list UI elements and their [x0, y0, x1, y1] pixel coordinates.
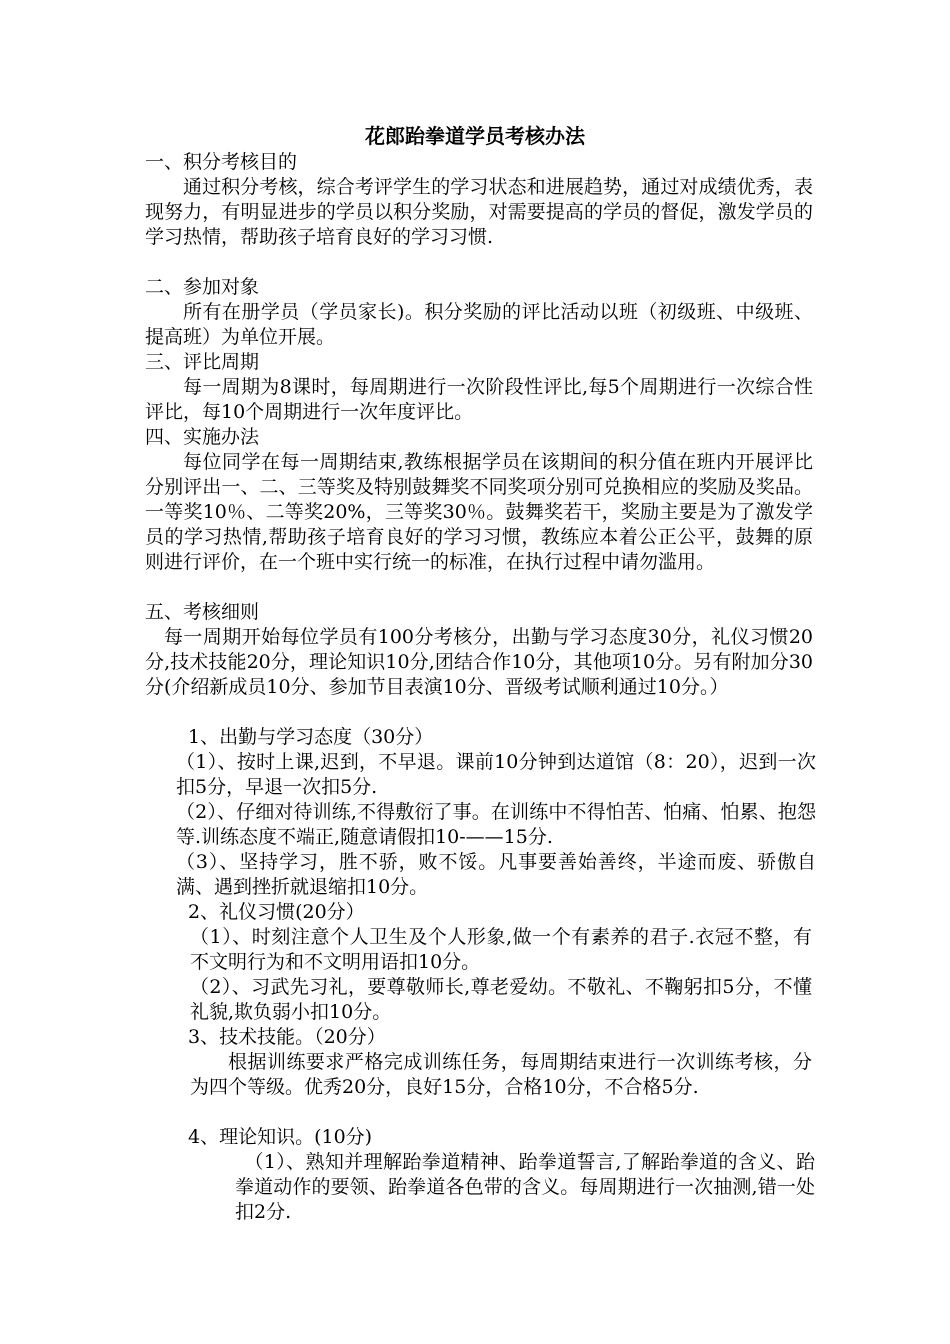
detail-item: （3）、坚持学习，胜不骄，败不馁。凡事要善始善终，半途而废、骄傲自满、遇到挫折就退缩扣10分。	[176, 851, 816, 898]
section-body-rules: 每一周期开始每位学员有100分考核分，出勤与学习态度30分，礼仪习惯20分,技术技能20分，理论知识10分,团结合作10分，其他项10分。另有附加分30分(介绍新成员10分、参加节目表演10分、晋级考试顺利通过10分。）	[145, 626, 813, 698]
section-body-period: 每一周期为8课时，每周期进行一次阶段性评比,每5个周期进行一次综合性评比，每10个周期进行一次年度评比。	[145, 376, 813, 423]
detail-heading-theory: 4、理论知识。(10分)	[188, 1126, 373, 1148]
document-title: 花郎跆拳道学员考核办法	[365, 124, 585, 148]
section-heading-rules: 五、考核细则	[145, 601, 260, 623]
detail-item: （1）、熟知并理解跆拳道精神、跆拳道誓言,了解跆拳道的含义、跆拳道动作的要领、跆拳道各色带的含义。每周期进行一次抽测,错一处扣2分.	[235, 1151, 815, 1223]
section-heading-participants: 二、参加对象	[145, 276, 260, 298]
section-body-purpose: 通过积分考核，综合考评学生的学习状态和进展趋势，通过对成绩优秀，表现努力，有明显进步的学员以积分奖励，对需要提高的学员的督促，激发学员的学习热情，帮助孩子培育良好的学习习惯.	[145, 176, 813, 248]
detail-heading-attendance: 1、出勤与学习态度（30分）	[188, 726, 434, 748]
section-body-participants: 所有在册学员（学员家长)。积分奖励的评比活动以班（初级班、中级班、提高班）为单位开展。	[145, 301, 813, 348]
detail-item: （1）、按时上课,迟到，不早退。课前10分钟到达道馆（8：20），迟到一次扣5分，早退一次扣5分.	[176, 751, 816, 798]
section-heading-purpose: 一、积分考核目的	[145, 151, 298, 173]
section-heading-period: 三、评比周期	[145, 351, 260, 373]
section-heading-method: 四、实施办法	[145, 426, 260, 448]
detail-heading-etiquette: 2、礼仪习惯(20分）	[188, 901, 365, 923]
detail-item: （2）、仔细对待训练,不得敷衍了事。在训练中不得怕苦、怕痛、怕累、抱怨等.训练态度不端正,随意请假扣10-——15分.	[176, 801, 816, 848]
section-body-method: 每位同学在每一周期结束,教练根据学员在该期间的积分值在班内开展评比分别评出一、二、三等奖及特别鼓舞奖不同奖项分别可兑换相应的奖励及奖品。一等奖10％、二等奖20%，三等奖30％。鼓舞奖若干，奖励主要是为了激发学员的学习热情,帮助孩子培育良好的学习习惯，教练应本着公正公平，鼓舞的原则进行评价，在一个班中实行统一的标准，在执行过程中请勿滥用。	[145, 451, 813, 573]
detail-item: 根据训练要求严格完成训练任务，每周期结束进行一次训练考核，分为四个等级。优秀20分，良好15分，合格10分，不合格5分.	[190, 1051, 812, 1098]
detail-item: （1）、时刻注意个人卫生及个人形象,做一个有素养的君子.衣冠不整，有不文明行为和不文明用语扣10分。	[190, 926, 812, 973]
detail-heading-skills: 3、技术技能。（20分）	[188, 1026, 386, 1048]
detail-item: （2）、习武先习礼，要尊敬师长,尊老爱幼。不敬礼、不鞠躬扣5分，不懂礼貌,欺负弱小扣10分。	[190, 976, 812, 1023]
